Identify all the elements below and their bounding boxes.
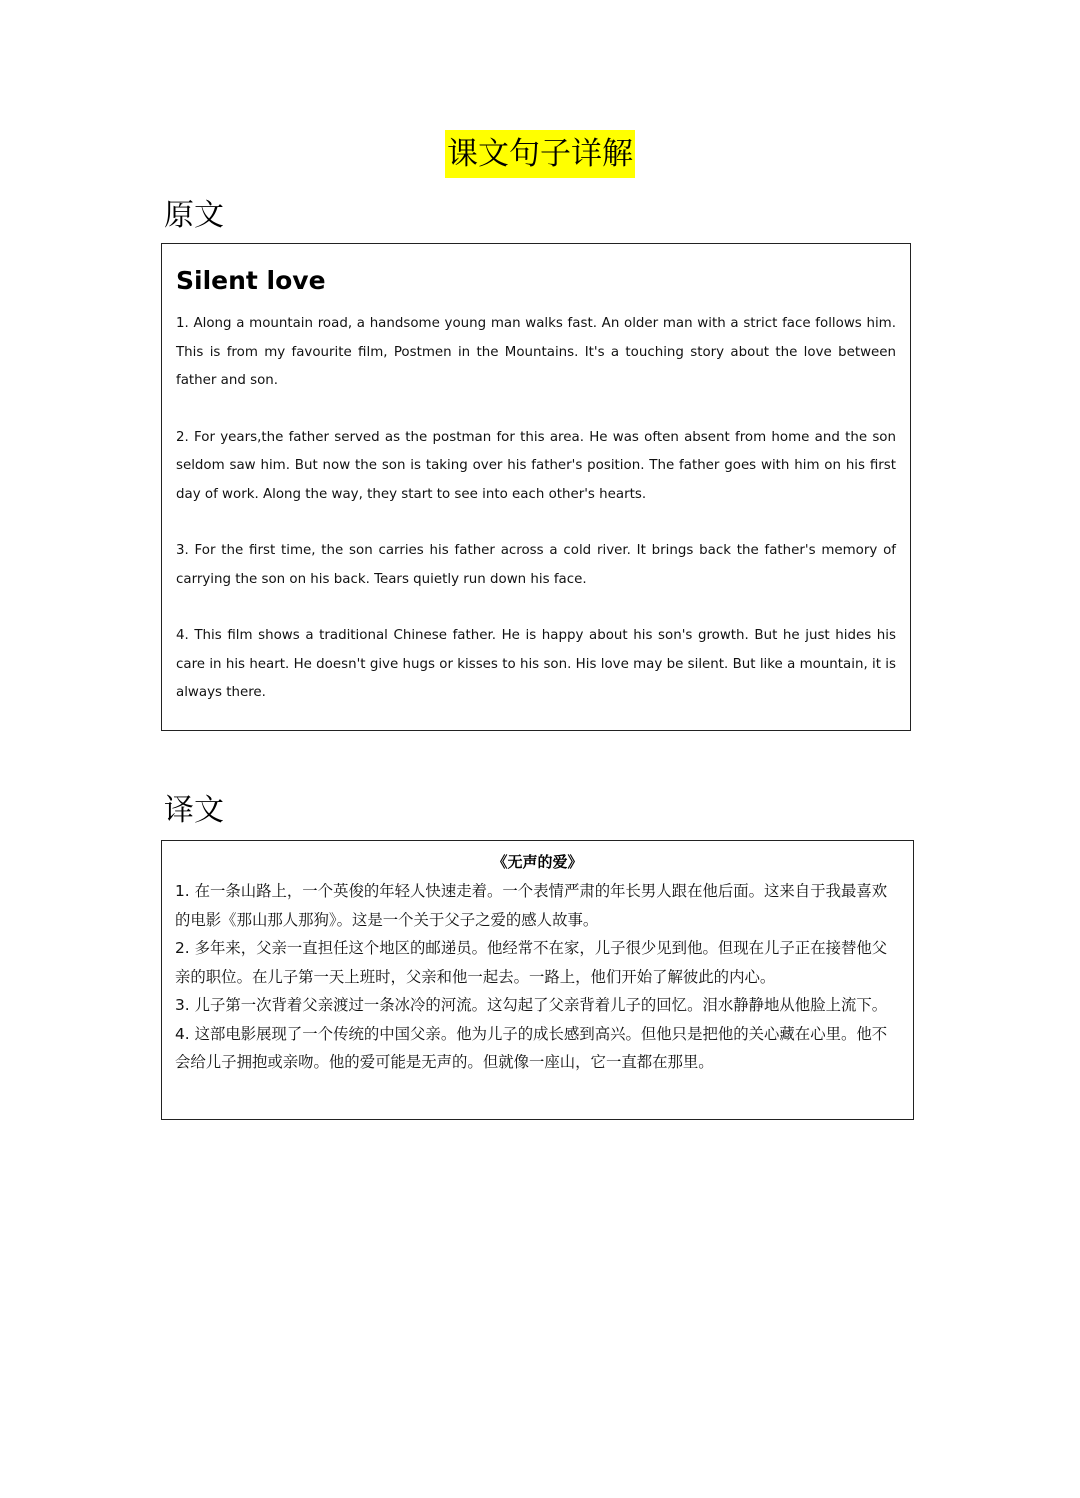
translation-paragraph-4: 4. 这部电影展现了一个传统的中国父亲。他为儿子的成长感到高兴。但他只是把他的关心藏在心里。他不会给儿子拥抱或亲吻。他的爱可能是无声的。但就像一座山，它一直都在那里。 <box>175 1024 888 1071</box>
original-paragraph-1: 1. Along a mountain road, a handsome young man walks fast. An older man with a strict face follows him. This is from my favourite film, Postmen in the Mountains. It's a touching story about the love between father and son. <box>176 316 896 388</box>
translation-heading: 译文 <box>164 793 224 828</box>
translation-text-box <box>161 840 914 1120</box>
passage-title: Silent love <box>176 266 326 295</box>
page-title-wrapper <box>0 130 1080 178</box>
original-paragraph-4: 4. This film shows a traditional Chinese father. He is happy about his son's growth. But he just hides his care in his heart. He doesn't give hugs or kisses to his son. His love may be silent. But like a mountain, it is always there. <box>176 628 896 700</box>
translation-paragraph-3: 3. 儿子第一次背着父亲渡过一条冰冷的河流。这勾起了父亲背着儿子的回忆。泪水静静地从他脸上流下。 <box>175 996 888 1014</box>
page-title: 课文句子详解 <box>445 130 635 178</box>
translation-title: 《无声的爱》 <box>492 853 583 871</box>
original-heading: 原文 <box>164 198 224 233</box>
original-paragraph-3: 3. For the first time, the son carries his father across a cold river. It brings back the father's memory of carrying the son on his back. Tears quietly run down his face. <box>176 543 896 587</box>
original-paragraph-2: 2. For years,the father served as the postman for this area. He was often absent from home and the son seldom saw him. But now the son is taking over his father's position. The father goes with him on his first day of work. Along the way, they start to see into each other's hearts. <box>176 429 896 502</box>
translation-paragraph-2: 2. 多年来，父亲一直担任这个地区的邮递员。他经常不在家，儿子很少见到他。但现在儿子正在接替他父亲的职位。在儿子第一天上班时，父亲和他一起去。一路上，他们开始了解彼此的内心。 <box>175 939 888 986</box>
original-text-box <box>161 243 911 731</box>
translation-paragraph-1: 1. 在一条山路上，一个英俊的年轻人快速走着。一个表情严肃的年长男人跟在他后面。这来自于我最喜欢的电影《那山那人那狗》。这是一个关于父子之爱的感人故事。 <box>175 882 888 929</box>
